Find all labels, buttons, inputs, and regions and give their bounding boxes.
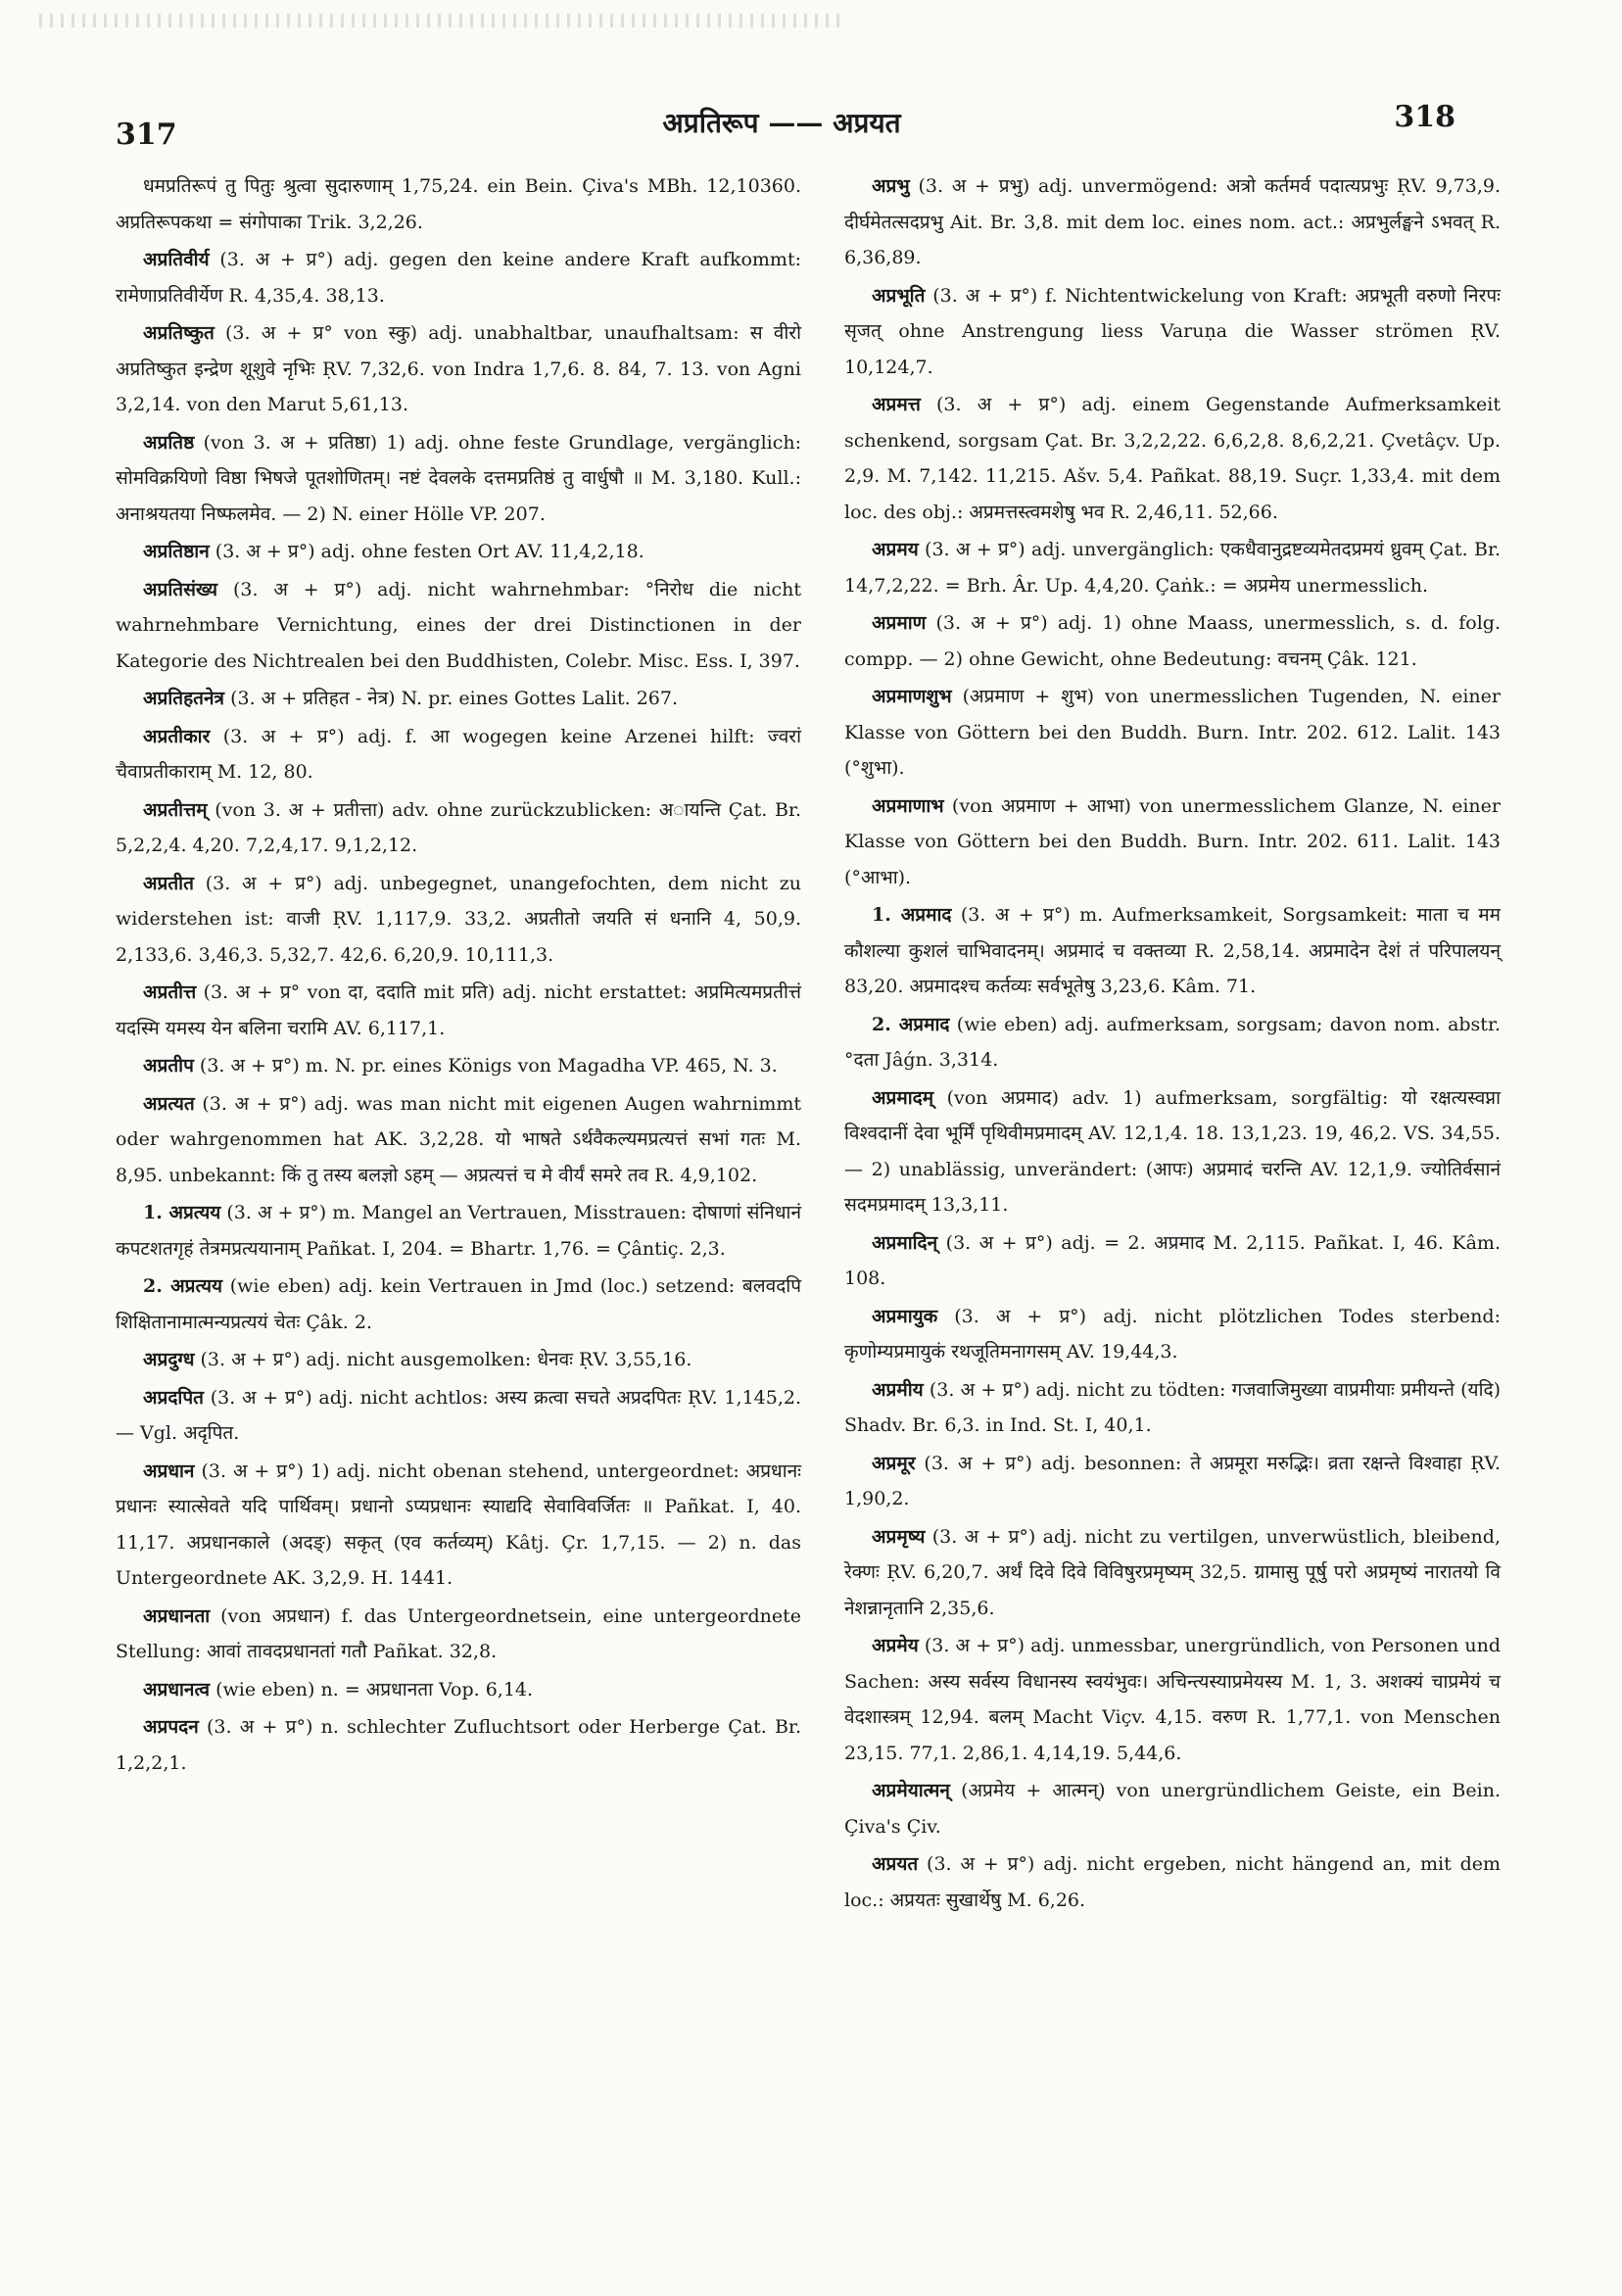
dictionary-entry (116, 572, 801, 680)
entry-headword: अप्रतिसंख्य (143, 578, 218, 600)
dictionary-entry (844, 532, 1501, 603)
dictionary-entry (844, 1225, 1501, 1297)
dictionary-entry (844, 1628, 1501, 1771)
left-column (116, 168, 801, 1783)
entry-headword: अप्रमीय (872, 1378, 924, 1401)
entry-text: (von 3. अ + प्रतिष्ठा) 1) adj. ohne feste Grundlage, vergänglich: सोमविक्रयिणो विष्ठा भिषजे पूतशोणितम्। नष्टं देवलके दत्तमप्रतिष्ठं तु वार्धुषौ ॥ M. 3,180. Kull.: अनाश्रयतया निष्फलमेव. — 2) N. einer Hölle VP. 207. (116, 431, 802, 525)
dictionary-entry (116, 534, 801, 570)
entry-headword: 1. अप्रत्यय (143, 1202, 221, 1223)
entry-headword: अप्रतिष्ठान (143, 541, 210, 562)
entry-text: (3. अ + प्र°) n. schlechter Zufluchtsort oder Herberge Çat. Br. 1,2,2,1. (116, 1716, 802, 1774)
dictionary-entry (116, 1268, 801, 1340)
entry-text: (3. अ + प्र°) adj. f. आ wogegen keine Arzenei hilft: ज्वरां चैवाप्रतीकाराम् M. 12, 80. (116, 725, 801, 783)
entry-text: (von 3. अ + प्रतीत्ता) adv. ohne zurückzublicken: अायन्ति Çat. Br. 5,2,2,4. 4,20. 7,2,4,17. 9,1,2,12. (116, 798, 801, 856)
entry-headword: अप्रमादम् (872, 1086, 934, 1109)
dictionary-entry (116, 792, 801, 864)
entry-headword: अप्रधानता (143, 1604, 211, 1627)
dictionary-entry (844, 1372, 1501, 1444)
dictionary-entry (844, 897, 1501, 1005)
entry-text: (3. अ + प्र° von स्कु) adj. unabhaltbar, unaufhaltsam: स वीरो अप्रतिष्कुत इन्द्रेण शूशुवे नृभिः ṚV. 7,32,6. von Indra 1,7,6. 8. 84, 7. 13. von Agni 3,2,14. von den Marut 5,61,13. (116, 322, 801, 415)
entry-headword: अप्रतीप (143, 1055, 194, 1076)
entry-text: (3. अ + प्र°) adj. ohne festen Ort AV. 11,4,2,18. (215, 541, 644, 562)
entry-text: (3. अ + प्र°) adj. nicht plötzlichen Todes sterbend: कृणोम्यप्रमायुकं रथजूतिमनागसम् AV. 19,44,3. (844, 1305, 1501, 1363)
entry-headword: अप्रभूति (872, 284, 926, 307)
entry-text: (von अप्रमाण + आभा) von unermesslichem Glanze, N. einer Klasse von Göttern bei den Buddh. Burn. Intr. 202. 611. Lalit. 143 (°आभा). (844, 794, 1501, 888)
entry-headword: अप्रमेयात्मन् (872, 1780, 950, 1801)
entry-text: (अप्रमेय + आत्मन्) von unergründlichem Geiste, ein Bein. Çiva's Çiv. (844, 1780, 1501, 1838)
entry-text: (3. अ + प्र°) adj. unbegegnet, unangefochten, dem nicht zu widerstehen ist: वाजी ṚV. 1,117,9. 33,2. अप्रतीतो जयति सं धनानि 4, 50,9. 2,133,6. 3,46,3. 5,32,7. 42,6. 6,20,9. 10,111,3. (116, 872, 801, 966)
dictionary-entry (116, 315, 801, 423)
entry-headword: अप्रमेय (872, 1635, 919, 1656)
dictionary-entry (116, 168, 801, 240)
entry-text: (अप्रमाण + शुभ) von unermesslichen Tugenden, N. einer Klasse von Göttern bei den Buddh. Burn. Intr. 202. 612. Lalit. 143 (°शुभा). (844, 686, 1501, 779)
entry-headword: अप्रत्यत (143, 1092, 195, 1115)
entry-text: (3. अ + प्र°) adj. nicht ergeben, nicht hängend an, mit dem loc.: अप्रयतः सुखार्थेषु M. 6,26. (844, 1853, 1501, 1911)
entry-text: (wie eben) adj. aufmerksam, sorgsam; davon nom. abstr. °दता Jâǵn. 3,314. (844, 1013, 1501, 1071)
entry-headword: अप्रमाण (872, 612, 927, 634)
dictionary-entry (116, 1672, 801, 1708)
entry-text: (3. अ + प्रतिहत - नेत्र) N. pr. eines Gottes Lalit. 267. (230, 688, 678, 709)
page-number-left: 317 (116, 118, 177, 152)
dictionary-entry (844, 1773, 1501, 1844)
entry-headword: अप्रमृष्य (872, 1525, 926, 1548)
entry-headword: अप्रमायुक (872, 1305, 938, 1327)
entry-text: (3. अ + प्र°) adj. nicht achtlos: अस्य क्रत्वा सचते अप्रदपितः ṚV. 1,145,2. — Vgl. अदृपित. (116, 1386, 801, 1444)
dictionary-entry (844, 1519, 1501, 1627)
entry-headword: 2. अप्रत्यय (143, 1275, 223, 1297)
entry-text: (3. अ + प्र°) adj. nicht zu tödten: गजवाजिमुख्या वाप्रमीयाः प्रमीयन्ते (यदि) Shadv. Br. 6,3. in Ind. St. I, 40,1. (844, 1378, 1501, 1436)
entry-headword: 2. अप्रमाद (872, 1013, 950, 1035)
dictionary-entry (116, 242, 801, 313)
entry-text: (3. अ + प्र°) adj. nicht ausgemolken: धेनवः ṚV. 3,55,16. (200, 1349, 692, 1370)
entry-text: (3. अ + प्र°) adj. 1) ohne Maass, unermesslich, s. d. folg. compp. — 2) ohne Gewicht, ohne Bedeutung: वचनम् Çâk. 121. (844, 612, 1501, 670)
entry-headword: अप्रपदन (143, 1716, 199, 1738)
entry-headword: अप्रतिवीर्य (143, 249, 210, 270)
entry-text: (3. अ + प्र°) m. Mangel an Vertrauen, Misstrauen: दोषाणां संनिधानं कपटशतगृहं तेत्रमप्रत्ययानाम् Pañkat. I, 204. = Bhartr. 1,76. = Çântiç. 2,3. (116, 1202, 801, 1260)
entry-headword: 1. अप्रमाद (872, 904, 952, 926)
entry-text: (3. अ + प्र°) adj. nicht wahrnehmbar: °निरोध die nicht wahrnehmbare Vernichtung, eines der drei Distinctionen in der Kategorie des Nichtrealen bei den Buddhisten, Colebr. Misc. Ess. I, 397. (116, 578, 801, 672)
entry-text: (3. अ + प्र°) adj. gegen den keine andere Kraft aufkommt: रामेणाप्रतिवीर्येण R. 4,35,4. 38,13. (116, 249, 801, 307)
entry-text: (3. अ + प्र°) adj. unmessbar, unergründlich, von Personen und Sachen: अस्य सर्वस्य विधानस्य स्वयंभुवः। अचिन्त्यस्याप्रमेयस्य M. 1, 3. अशक्यं चाप्रमेयं च वेदशास्त्रम् 12,94. बलम् Macht Viçv. 4,15. वरुण R. 1,77,1. von Menschen 23,15. 77,1. 2,86,1. 4,14,19. 5,44,6. (844, 1635, 1502, 1764)
dictionary-entry (116, 719, 801, 790)
entry-text: (3. अ + प्र°) f. Nichtentwickelung von Kraft: अप्रभूती वरुणो निरपः सृजत् ohne Anstrengung liess Varuṇa die Wasser strömen ṚV. 10,124,7. (844, 284, 1501, 378)
entry-text: (von अप्रमाद) adv. 1) aufmerksam, sorgfältig: यो रक्षत्यस्वप्ना विश्वदानीं देवा भूर्मिं पृथिवीमप्रमादम् AV. 12,1,4. 18. 13,1,23. 19, 46,2. VS. 34,55. — 2) unablässig, unverändert: (आपः) अप्रमादं चरन्ति AV. 12,1,9. ज्योतिर्वसानं सदमप्रमादम् 13,3,11. (844, 1086, 1501, 1216)
dictionary-entry (116, 425, 801, 533)
entry-text: (3. अ + प्रभु) adj. unvermögend: अत्रो कर्तमर्व पदात्यप्रभुः ṚV. 9,73,9. दीर्घमेतत्सदप्रभु Ait. Br. 3,8. mit dem loc. eines nom. act.: अप्रभुर्लङ्घने ऽभवत् R. 6,36,89. (844, 175, 1501, 268)
entry-text: (wie eben) adj. kein Vertrauen in Jmd (loc.) setzend: बलवदपि शिक्षितानामात्मन्यप्रत्ययं चेतः Çâk. 2. (116, 1275, 802, 1333)
entry-headword: अप्रधानत्व (143, 1678, 211, 1700)
dictionary-entry (844, 1299, 1501, 1370)
dictionary-entry (844, 278, 1501, 386)
entry-headword: अप्रमूर (872, 1452, 916, 1474)
dictionary-entry (116, 1086, 801, 1194)
entry-text: (3. अ + प्र°) adj. = 2. अप्रमाद M. 2,115. Pañkat. I, 46. Kâm. 108. (844, 1231, 1501, 1289)
dictionary-entry (844, 605, 1501, 677)
dictionary-entry (844, 1007, 1501, 1078)
entry-text: (3. अ + प्र°) adj. unvergänglich: एकधैवानुद्रष्टव्यमेतदप्रमयं ध्रुवम् Çat. Br. 14,7,2,22. = Brh. Âr. Up. 4,4,20. Çaṅk.: = अप्रमेय unermesslich. (844, 539, 1501, 597)
entry-text: (3. अ + प्र°) m. Aufmerksamkeit, Sorgsamkeit: माता च मम कौशल्या कुशलं चाभिवादनम्। अप्रमादं च वक्तव्या R. 2,58,14. अप्रमादेन देशं तं परिपालयन् 83,20. अप्रमादश्च कर्तव्यः सर्वभूतेषु 3,23,6. Kâm. 71. (844, 904, 1501, 997)
dictionary-entry (844, 387, 1501, 530)
entry-headword: अप्रतीत (143, 872, 194, 894)
entry-headword: अप्रतिष्ठ (143, 431, 195, 454)
dictionary-entry (116, 866, 801, 974)
entry-headword: अप्रतीत्तम् (143, 798, 208, 821)
running-title: अप्रतिरूप —— अप्रयत (662, 107, 901, 139)
entry-headword: अप्रयत (872, 1853, 919, 1875)
right-column (844, 168, 1501, 1920)
entry-text: (3. अ + प्र°) m. N. pr. eines Königs von Magadha VP. 465, N. 3. (199, 1055, 778, 1076)
entry-text: धमप्रतिरूपं तु पितुः श्रुत्वा सुदारुणाम् 1,75,24. ein Bein. Çiva's MBh. 12,10360. अप्रतिरूपकथा = संगोपाका Trik. 3,2,26. (116, 175, 801, 233)
entry-text: (3. अ + प्र°) 1) adj. nicht obenan stehend, untergeordnet: अप्रधानः प्रधानः स्यात्सेवते यदि पार्थिवम्। प्रधानो ऽप्यप्रधानः स्याद्यदि सेवाविवर्जितः ॥ Pañkat. I, 40. 11,17. अप्रधानकाले (अदङ्) सकृत् (एव कर्तव्यम्) Kâtj. Çr. 1,7,15. — 2) n. das Untergeordnete AK. 3,2,9. H. 1441. (116, 1459, 802, 1589)
entry-text: (3. अ + प्र°) adj. einem Gegenstande Aufmerksamkeit schenkend, sorgsam Çat. Br. 3,2,2,22. 6,6,2,8. 8,6,2,21. Çvetâçv. Up. 2,9. M. 7,142. 11,215. Ašv. 5,4. Pañkat. 88,19. Suçr. 1,33,4. mit dem loc. des obj.: अप्रमत्तस्त्वमशेषु भव R. 2,46,11. 52,66. (844, 394, 1501, 523)
scan-artifact (39, 14, 842, 27)
entry-headword: अप्रमाणशुभ (872, 686, 952, 707)
entry-headword: अप्रधान (143, 1459, 195, 1482)
entry-text: (von अप्रधान) f. das Untergeordnetsein, eine untergeordnete Stellung: आवां तावदप्रधानतां गतौ Pañkat. 32,8. (116, 1604, 801, 1662)
page-number-right: 318 (1394, 100, 1455, 134)
dictionary-entry (116, 1380, 801, 1452)
entry-headword: अप्रमत्त (872, 394, 921, 415)
dictionary-entry (844, 1080, 1501, 1223)
dictionary-entry (844, 1846, 1501, 1918)
dictionary-entry (116, 1709, 801, 1781)
dictionary-entry (844, 679, 1501, 787)
entry-headword: अप्रतीकार (143, 725, 211, 747)
dictionary-entry (116, 1195, 801, 1267)
entry-text: (wie eben) n. = अप्रधानता Vop. 6,14. (215, 1678, 534, 1700)
entry-headword: अप्रमादिन् (872, 1231, 938, 1254)
dictionary-entry (116, 1454, 801, 1597)
entry-headword: अप्रतीत्त (143, 981, 197, 1003)
dictionary-entry (844, 168, 1501, 276)
entry-headword: अप्रमाणाभ (872, 794, 944, 817)
page-header (108, 90, 1455, 152)
dictionary-entry (116, 681, 801, 717)
entry-headword: अप्रतिष्कुत (143, 322, 215, 344)
entry-headword: अप्रभु (872, 175, 910, 197)
entry-text: (3. अ + प्र°) adj. was man nicht mit eigenen Augen wahrnimmt oder wahrgenommen hat AK. 3,2,28. यो भाषते ऽर्थवैकल्यमप्रत्यत्तं सभां गतः M. 8,95. unbekannt: किं तु तस्य बलज्ञो ऽहम् — अप्रत्यत्तं च मे वीर्यं समरे तव R. 4,9,102. (116, 1092, 801, 1186)
entry-text: (3. अ + प्र° von दा, ददाति mit प्रति) adj. nicht erstattet: अप्रमित्यमप्रतीत्तं यदस्मि यमस्य येन बलिना चरामि AV. 6,117,1. (116, 981, 801, 1039)
dictionary-entry (116, 1599, 801, 1670)
dictionary-entry (844, 789, 1501, 896)
entry-headword: अप्रमय (872, 539, 919, 560)
entry-headword: अप्रतिहतनेत्र (143, 688, 225, 709)
entry-text: (3. अ + प्र°) adj. nicht zu vertilgen, unverwüstlich, bleibend, रेक्णः ṚV. 6,20,7. अर्थं दिवे दिवे विविषुरप्रमृष्यम् 32,5. ग्रामासु पूर्षु परो अप्रमृष्यं नारातयो वि नेशन्नानृतानि 2,35,6. (844, 1525, 1501, 1619)
entry-headword: अप्रदुग्ध (143, 1349, 195, 1370)
dictionary-entry (116, 1342, 801, 1378)
dictionary-entry (844, 1446, 1501, 1517)
entry-headword: अप्रदपित (143, 1386, 204, 1409)
dictionary-entry (116, 1048, 801, 1084)
entry-text: (3. अ + प्र°) adj. besonnen: ते अप्रमूरा मरुद्भिः। व्रता रक्षन्ते विश्वाहा ṚV. 1,90,2. (844, 1452, 1501, 1509)
dictionary-entry (116, 975, 801, 1046)
